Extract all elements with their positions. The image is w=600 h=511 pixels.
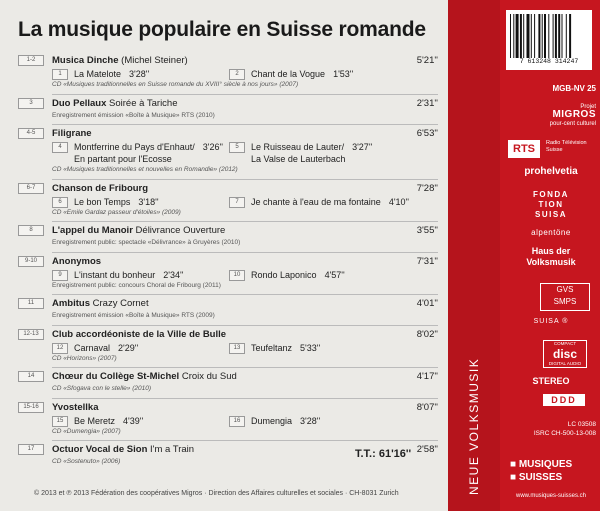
track-separator	[52, 179, 438, 180]
artist-name: Yvostellka	[52, 401, 99, 413]
track-number: 15-16	[18, 402, 44, 413]
vertical-title-text: NEUE VOLKSMUSIK	[467, 357, 481, 495]
track-separator	[52, 398, 438, 399]
subtrack-title: Rondo Laponico	[251, 269, 317, 280]
haus-der-volksmusik-logo	[506, 246, 596, 268]
subtrack-duration: 2'34''	[163, 269, 184, 280]
subtrack-duration: 4'39''	[123, 415, 144, 426]
track-number: 17	[18, 444, 44, 455]
track-source-note: CD «Emile Gardaz passeur d'étoiles» (2009)	[52, 208, 181, 216]
artist-name: Musica Dinche	[52, 55, 119, 66]
artist-name: Chanson de Fribourg	[52, 182, 149, 194]
subtrack-title: Le bon Temps	[74, 196, 131, 207]
track-artist	[52, 371, 237, 382]
track-title: Soirée à Tariche	[106, 97, 178, 109]
artist-name: Club accordéoniste de la Ville de Bulle	[52, 328, 227, 340]
hdv-line1: Haus der	[531, 246, 571, 256]
subtrack-duration: 4'57''	[324, 269, 345, 280]
artist-name: Octuor Vocal de Sion	[52, 444, 148, 455]
subtrack	[251, 197, 409, 207]
musiques-suisses-logo: ■ MUSIQUES ■ SUISSES	[510, 459, 573, 483]
subtrack-duration: 2'29''	[118, 342, 139, 353]
subtrack	[74, 270, 183, 280]
track-separator	[52, 294, 438, 295]
track-duration: 8'02''	[416, 328, 438, 340]
fs-line2: TION	[538, 200, 564, 209]
subtrack-title: Montferrine du Pays d'Enhaut/	[74, 142, 195, 152]
subtrack-title: L'instant du bonheur	[74, 269, 156, 280]
track-source-note: CD «Musiques traditionnelles et nouvelles en Romandie» (2012)	[52, 166, 238, 173]
artist-name: Anonymos	[52, 255, 102, 267]
track-source-note: CD «Horizons» (2007)	[52, 354, 117, 362]
barcode-icon	[510, 14, 588, 58]
copyright-footer: © 2013 et ℗ 2013 Fédération des coopératives Migros · Direction des Affaires culturelles et sociales · CH-8031 Zurich	[34, 490, 399, 497]
track-separator	[52, 440, 438, 441]
migros-post: pour-cent culturel	[549, 121, 596, 127]
track-number: 14	[18, 371, 44, 382]
track-duration: 3'55''	[416, 225, 438, 236]
subtrack-duration: 3'18''	[138, 196, 159, 207]
migros-pre: Projet	[580, 104, 596, 110]
subtrack-duration: 5'33''	[300, 342, 321, 353]
track-separator	[52, 124, 438, 125]
subtrack-title-cont: En partant pour l'Ecosse	[74, 154, 172, 164]
subtrack-number: 10	[229, 270, 245, 281]
subtrack-number: 15	[52, 416, 68, 427]
gvs-line1: GVS	[556, 285, 574, 294]
fondation-suisa-logo	[506, 190, 596, 220]
track-number: 8	[18, 225, 44, 236]
track-artist	[52, 444, 194, 455]
barcode-number: 7 613248 314247	[519, 58, 579, 65]
subtrack-title: Carnaval	[74, 342, 111, 353]
track-source-note: CD «Sostenuto» (2006)	[52, 458, 121, 465]
track-artist	[52, 183, 148, 194]
migros-name: MIGROS	[552, 109, 596, 120]
rts-sub1: Radio Télévision	[546, 140, 587, 146]
total-time: T.T.: 61'16''	[355, 448, 412, 460]
subtrack-number: 16	[229, 416, 245, 427]
track-artist	[52, 98, 178, 109]
alpentone-logo: alpentöne	[531, 228, 571, 237]
subtrack-number: 13	[229, 343, 245, 354]
hdv-line2: Volksmusik	[526, 257, 576, 267]
track-duration: 2'58''	[416, 444, 438, 455]
track-title: Crazy Cornet	[90, 298, 149, 309]
artist-name: Ambitus	[52, 298, 90, 309]
fs-line3: SUISA	[535, 210, 567, 219]
fs-line1: FONDA	[533, 190, 569, 199]
cd-big: disc	[552, 347, 577, 361]
vertical-title	[458, 250, 488, 500]
track-title: (Michel Steiner)	[118, 55, 188, 66]
track-source-note: Enregistrement émission «Boîte à Musique» RTS (2010)	[52, 111, 215, 119]
subtrack-number: 6	[52, 197, 68, 208]
track-duration: 7'28''	[416, 182, 438, 194]
track-separator	[52, 94, 438, 95]
subtrack-title: Be Meretz	[74, 415, 116, 426]
track-source-note: CD «Sfogava con le stelle» (2010)	[52, 385, 152, 392]
subtrack-title: Le Ruisseau de Lauter/	[251, 142, 345, 152]
subtrack-number: 7	[229, 197, 245, 208]
cd-top: COMPACT	[553, 341, 577, 346]
track-artist	[52, 55, 188, 66]
subtrack-title: Chant de la Vogue	[251, 69, 326, 79]
compact-disc-logo	[543, 340, 587, 368]
subtrack-duration: 3'28''	[300, 415, 321, 426]
track-number: 4-5	[18, 128, 44, 139]
artist-name: L'appel du Manoir	[52, 225, 133, 236]
website-url: www.musiques-suisses.ch	[515, 493, 587, 499]
subtrack-title: Je chante à l'eau de ma fontaine	[251, 196, 381, 207]
subtrack-number: 9	[52, 270, 68, 281]
track-separator	[52, 325, 438, 326]
track-separator	[52, 221, 438, 222]
track-duration: 4'01''	[416, 298, 438, 309]
label-codes	[506, 420, 596, 438]
artist-name: Filigrane	[52, 128, 92, 139]
subtrack-number: 1	[52, 69, 68, 80]
suisa-logo: SUISA ®	[533, 318, 569, 325]
rts-sub2: Suisse	[546, 146, 563, 153]
track-artist	[52, 298, 149, 309]
cd-bottom: DIGITAL AUDIO	[548, 361, 582, 366]
barcode	[506, 10, 592, 70]
subtrack	[74, 416, 143, 426]
track-number: 6-7	[18, 183, 44, 194]
artist-name: Duo Pellaux	[52, 97, 107, 109]
subtrack-duration: 4'10''	[388, 196, 409, 207]
track-title: I'm a Train	[147, 444, 195, 455]
subtrack	[74, 142, 223, 152]
subtrack-title: La Matelote	[74, 69, 122, 79]
catalog-number: MGB-NV 25	[552, 84, 596, 93]
ddd-label: DDD	[543, 394, 585, 406]
track-artist	[52, 329, 226, 340]
track-number: 11	[18, 298, 44, 309]
subtrack	[251, 416, 320, 426]
subtrack-number: 12	[52, 343, 68, 354]
lc-code: LC 03508	[567, 421, 596, 428]
isrc-code: ISRC CH-500-13-008	[533, 430, 596, 437]
track-duration: 2'31''	[416, 97, 438, 109]
track-title: Délivrance Ouverture	[132, 225, 226, 236]
subtrack-duration: 3'28''	[129, 69, 150, 79]
track-number: 12-13	[18, 329, 44, 340]
track-source-note: Enregistrement public: concours Choral de Fribourg (2011)	[52, 281, 221, 289]
subtrack	[74, 197, 159, 207]
subtrack-title: Teufeltanz	[251, 342, 293, 353]
mus-line2: SUISSES	[518, 472, 563, 483]
track-number: 9-10	[18, 256, 44, 267]
gvs-line2: SMPS	[553, 297, 577, 306]
subtrack	[251, 142, 372, 152]
track-source-note: CD «Musiques traditionnelles en Suisse romande du XVIII° siècle à nos jours» (2007)	[52, 81, 299, 88]
subtrack-number: 5	[229, 142, 245, 153]
track-duration: 7'31''	[416, 255, 438, 267]
track-duration: 8'07''	[416, 401, 438, 413]
track-duration: 5'21''	[416, 55, 438, 66]
subtrack-number: 4	[52, 142, 68, 153]
mus-line1: MUSIQUES	[518, 459, 573, 470]
track-source-note: Enregistrement émission «Boîte à Musique» RTS (2009)	[52, 312, 215, 319]
subtrack-duration: 3'26''	[202, 142, 223, 152]
subtrack-title-cont: La Valse de Lauterbach	[251, 154, 346, 164]
subtrack	[251, 343, 320, 353]
rts-logo: RTS	[508, 140, 540, 158]
subtrack	[74, 343, 138, 353]
track-artist	[52, 225, 225, 236]
track-duration: 4'17''	[416, 371, 438, 382]
album-title: La musique populaire en Suisse romande	[18, 18, 426, 41]
red-strip	[448, 0, 500, 511]
stereo-label: STEREO	[532, 376, 570, 386]
subtrack	[74, 69, 149, 79]
track-artist	[52, 128, 92, 139]
subtrack	[251, 69, 353, 79]
track-duration: 6'53''	[416, 128, 438, 139]
track-artist	[52, 256, 101, 267]
track-source-note: Enregistrement public: spectacle «Délivrance» à Gruyères (2010)	[52, 239, 241, 246]
track-separator	[52, 367, 438, 368]
subtrack	[251, 270, 345, 280]
track-number: 1-2	[18, 55, 44, 66]
rts-subtitle	[546, 140, 587, 153]
track-title: Croix du Sud	[179, 371, 237, 382]
track-source-note: CD «Dumengia» (2007)	[52, 427, 121, 435]
subtrack-title: Dumengia	[251, 415, 293, 426]
artist-name: Chœur du Collège St-Michel	[52, 371, 180, 382]
subtrack-duration: 3'27''	[352, 142, 373, 152]
subtrack-number: 2	[229, 69, 245, 80]
migros-logo	[506, 103, 596, 128]
subtrack-duration: 1'53''	[333, 69, 354, 79]
track-artist	[52, 402, 98, 413]
prohelvetia-logo: prohelvetia	[524, 166, 578, 177]
track-separator	[52, 252, 438, 253]
gvs-smps-logo	[540, 283, 590, 311]
track-number: 3	[18, 98, 44, 109]
